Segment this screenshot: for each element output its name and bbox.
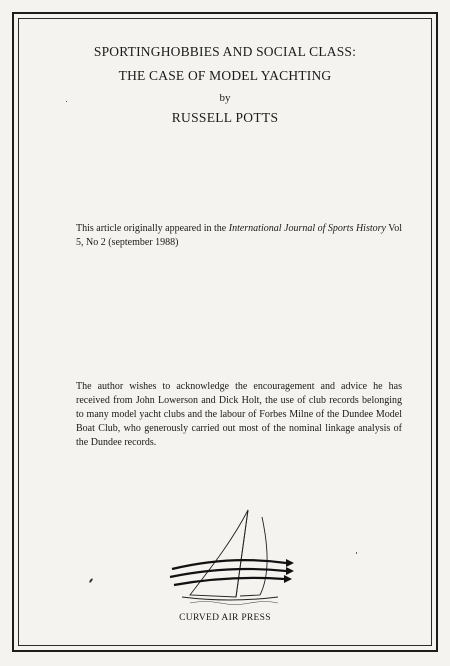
scan-speck [356, 552, 357, 554]
journal-title: International Journal of Sports History [228, 223, 386, 234]
article-note [76, 222, 402, 250]
sailboat-logo-icon [160, 505, 300, 610]
scan-speck [66, 101, 67, 102]
title-line-1: SPORTINGHOBBIES AND SOCIAL CLASS: [93, 44, 357, 59]
publisher-name: CURVED AIR PRESS [179, 613, 271, 623]
article-note-suffix: Vol 5, No 2 (september 1988) [76, 223, 402, 248]
by-label: by [219, 92, 231, 104]
article-note-prefix: This article originally appeared in the [76, 223, 229, 234]
author-name: RUSSELL POTTS [171, 110, 279, 125]
acknowledgement-paragraph: The author wishes to acknowledge the encouragement and advice he has received from John Lowerson and Dick Holt, the use of club records belonging to many model yacht clubs and the labour of Forbes Milne of the Dundee Model Boat Club, who generously carried out most of the nominal linkage analysis of the Dundee records. [76, 381, 402, 448]
title-line-2: THE CASE OF MODEL YACHTING [118, 68, 332, 83]
